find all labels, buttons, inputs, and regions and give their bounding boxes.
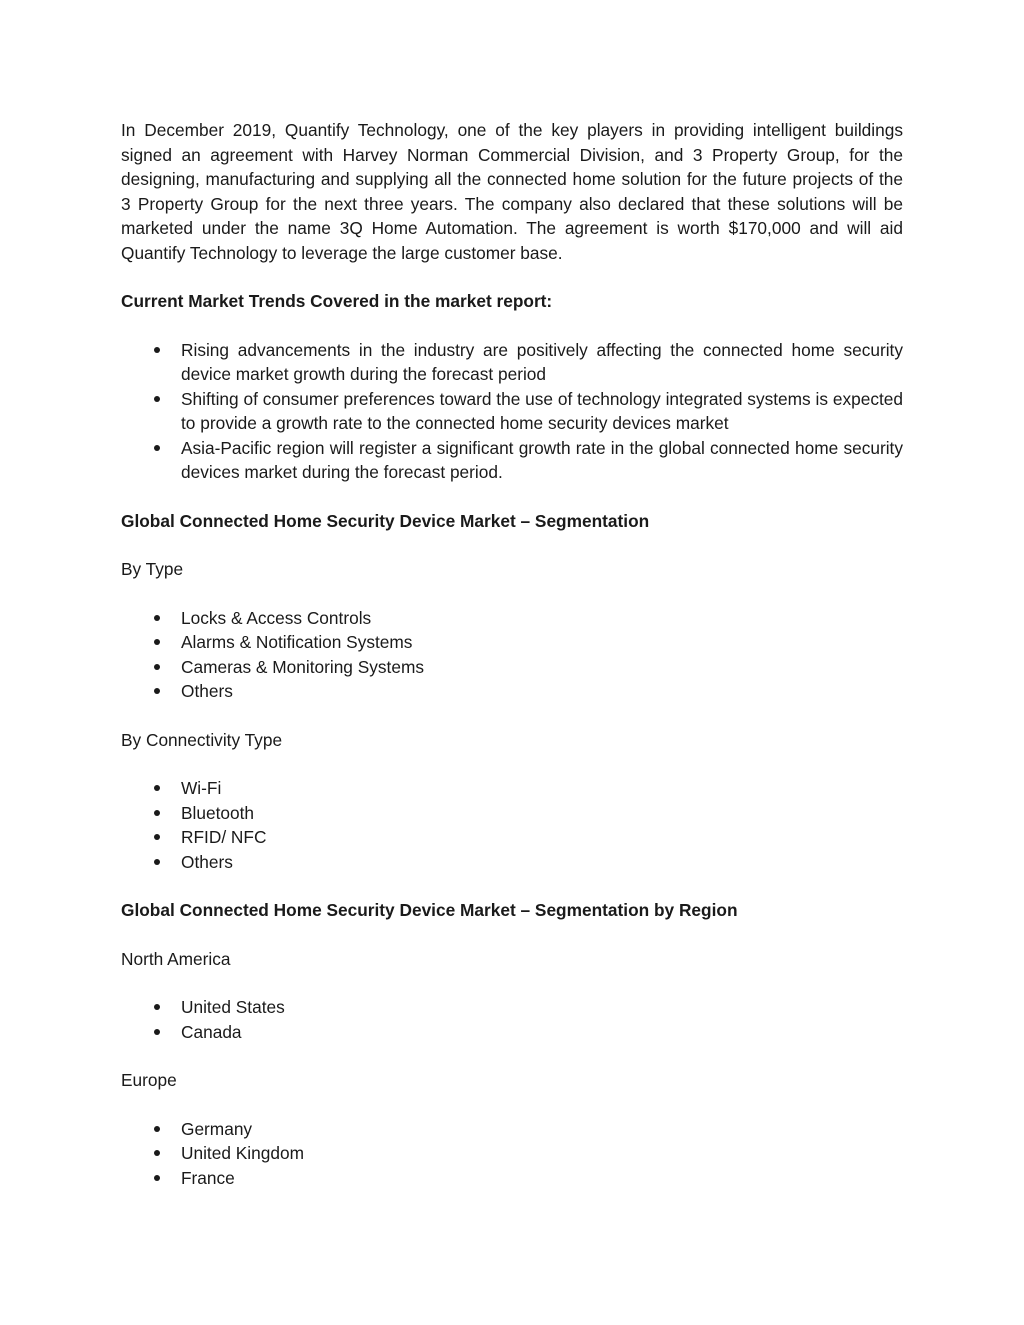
bullet-icon: [154, 664, 160, 670]
bullet-icon: [154, 810, 160, 816]
list-item-text: France: [181, 1167, 235, 1188]
list-item-text: Others: [181, 851, 233, 872]
north-america-list: [121, 995, 903, 1044]
list-item-text: Canada: [181, 1021, 242, 1042]
intro-paragraph: In December 2019, Quantify Technology, one of the key players in providing intelligent buildings signed an agreement with Harvey Norman Commercial Division, and 3 Property Group, for the designing, manufacturing and supplying all the connected home solution for the future projects of the 3 Property Group for the next three years. The company also declared that these solutions will be marketed under the name 3Q Home Automation. The agreement is worth $170,000 and will aid Quantify Technology to leverage the large customer base.: [121, 120, 903, 263]
bullet-icon: [154, 1004, 160, 1010]
north-america-label: North America: [121, 948, 231, 969]
list-item-text: Alarms & Notification Systems: [181, 632, 413, 652]
trend-text: Shifting of consumer preferences toward the use of technology integrated systems is expected to provide a growth rate to the connected home security devices market: [181, 388, 903, 433]
bullet-icon: [154, 1175, 160, 1181]
by-type-list: [121, 606, 903, 704]
list-item-text: Germany: [181, 1118, 253, 1139]
list-item: [121, 776, 903, 801]
region-heading: Global Connected Home Security Device Market – Segmentation by Region: [121, 900, 738, 920]
list-item: [121, 655, 903, 680]
list-item-text: United States: [181, 997, 285, 1017]
document-page: [121, 118, 903, 1214]
list-item: [121, 1141, 903, 1166]
bullet-icon: [154, 347, 160, 353]
list-item: [121, 1117, 903, 1142]
trends-heading: Current Market Trends Covered in the market report:: [121, 291, 553, 311]
bullet-icon: [154, 445, 160, 451]
trend-item: [121, 436, 903, 485]
trend-item: [121, 387, 903, 436]
trends-list: [121, 338, 903, 485]
trend-item: [121, 338, 903, 387]
bullet-icon: [154, 688, 160, 694]
europe-label: Europe: [121, 1070, 177, 1090]
bullet-icon: [154, 859, 160, 865]
list-item-text: Bluetooth: [181, 802, 255, 823]
europe-list: [121, 1117, 903, 1191]
list-item: [121, 630, 903, 655]
list-item: [121, 801, 903, 826]
bullet-icon: [154, 639, 160, 645]
bullet-icon: [154, 615, 160, 621]
list-item: [121, 606, 903, 631]
by-connectivity-list: [121, 776, 903, 874]
bullet-icon: [154, 785, 160, 791]
list-item: [121, 850, 903, 875]
list-item: [121, 1166, 903, 1191]
by-connectivity-label: By Connectivity Type: [121, 729, 283, 750]
list-item: [121, 679, 903, 704]
bullet-icon: [154, 1150, 160, 1156]
list-item: [121, 1020, 903, 1045]
trend-text: Asia-Pacific region will register a significant growth rate in the global connected home security devices market during the forecast period.: [181, 437, 903, 482]
list-item-text: Others: [181, 681, 233, 701]
list-item: [121, 995, 903, 1020]
list-item-text: Locks & Access Controls: [181, 607, 372, 628]
bullet-icon: [154, 834, 160, 840]
by-type-label: By Type: [121, 559, 184, 579]
list-item-text: Cameras & Monitoring Systems: [181, 656, 424, 677]
bullet-icon: [154, 396, 160, 402]
trend-text: Rising advancements in the industry are positively affecting the connected home security device market growth during the forecast period: [181, 339, 903, 384]
list-item-text: Wi-Fi: [181, 778, 222, 798]
list-item: [121, 825, 903, 850]
list-item-text: United Kingdom: [181, 1143, 304, 1163]
bullet-icon: [154, 1126, 160, 1132]
bullet-icon: [154, 1029, 160, 1035]
list-item-text: RFID/ NFC: [181, 827, 267, 847]
segmentation-heading: Global Connected Home Security Device Market – Segmentation: [121, 510, 650, 531]
